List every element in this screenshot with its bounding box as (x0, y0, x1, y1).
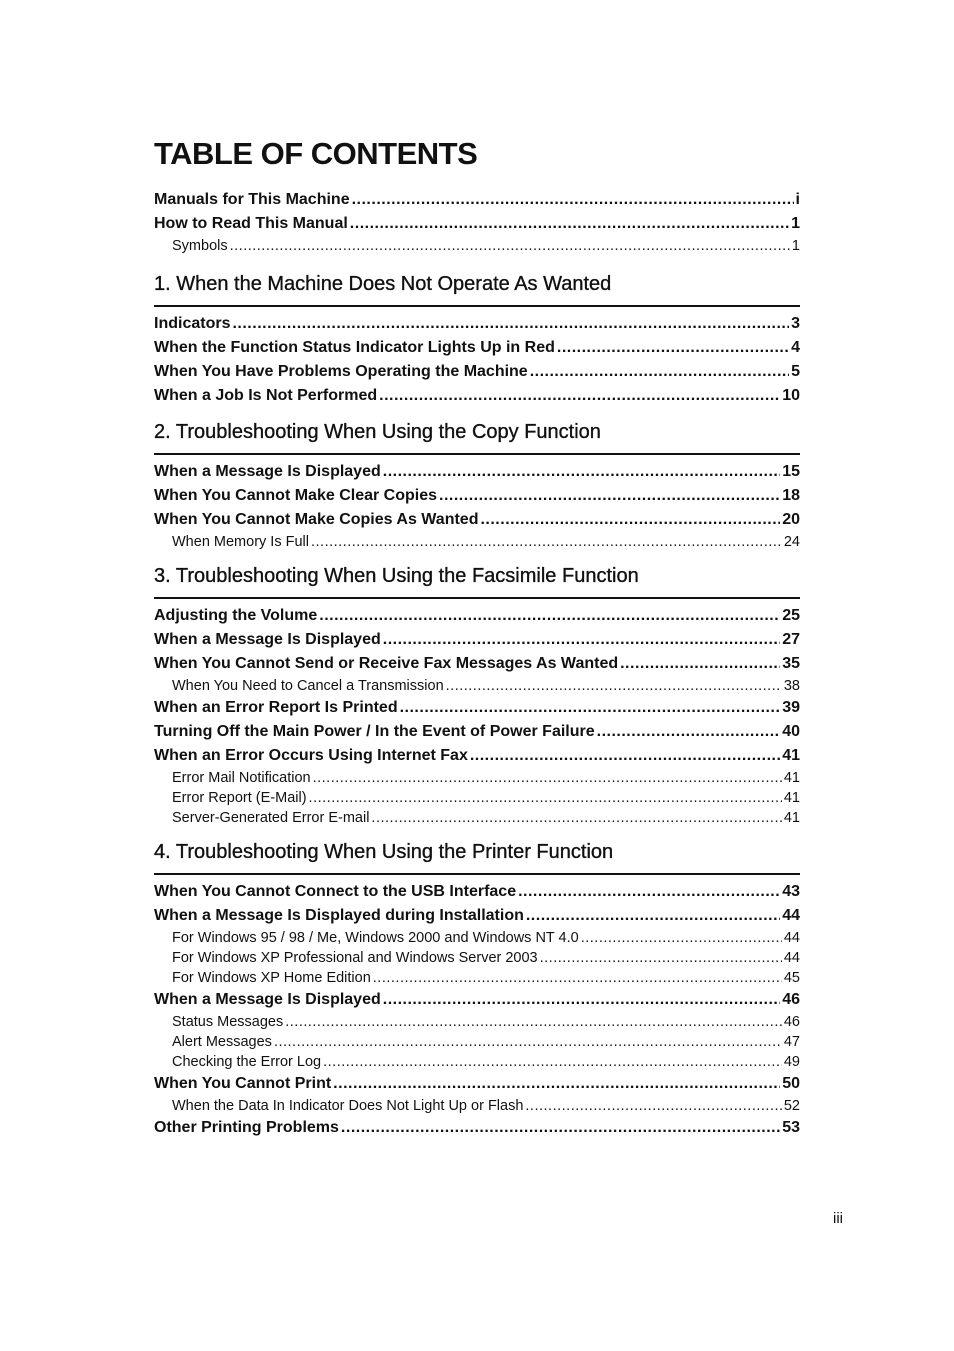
dot-leader (232, 312, 789, 336)
entry-page-number: 1 (791, 215, 800, 232)
chapter-heading: 3. Troubleshooting When Using the Facsimile Function (154, 565, 639, 587)
entry-title: When You Need to Cancel a Transmission (172, 678, 444, 694)
entry-page-number: 41 (783, 770, 800, 786)
entry-page-number: 24 (783, 534, 800, 550)
toc-entry (154, 312, 800, 336)
chapter-3 (154, 562, 800, 828)
entry-page-number: 44 (782, 907, 800, 924)
entry-title: Symbols (172, 238, 228, 254)
chapter-entries (154, 460, 800, 552)
entry-title: When You Cannot Make Clear Copies (154, 487, 438, 504)
dot-leader (620, 652, 780, 676)
page-number: iii (833, 1210, 843, 1227)
entry-title: Turning Off the Main Power / In the Event of Power Failure (154, 723, 595, 740)
dot-leader (439, 484, 780, 508)
chapter-rule (154, 873, 800, 875)
toc-subentry (154, 928, 800, 948)
entry-title: Alert Messages (172, 1034, 272, 1050)
chapter-entries (154, 880, 800, 1140)
entry-title: When the Function Status Indicator Lights Up in Red (154, 339, 555, 356)
chapter-heading: 2. Troubleshooting When Using the Copy Function (154, 421, 601, 443)
chapter-entries (154, 312, 800, 408)
toc-entry (154, 652, 800, 676)
page-title: TABLE OF CONTENTS (154, 136, 478, 171)
entry-title: When Memory Is Full (172, 534, 309, 550)
dot-leader (274, 1032, 782, 1052)
chapter-2 (154, 418, 800, 552)
entry-page-number: 3 (791, 315, 800, 332)
toc-subentry (154, 968, 800, 988)
entry-title: Other Printing Problems (154, 1119, 339, 1136)
toc-subentry (154, 676, 800, 696)
chapter-4 (154, 838, 800, 1140)
entry-page-number: 53 (782, 1119, 800, 1136)
toc-subentry (154, 1032, 800, 1052)
entry-title: Error Mail Notification (172, 770, 311, 786)
toc-entry (154, 508, 800, 532)
entry-page-number: 5 (791, 363, 800, 380)
entry-title: When a Job Is Not Performed (154, 387, 378, 404)
toc-subentry (154, 236, 800, 256)
dot-leader (230, 236, 790, 256)
toc-entry (154, 744, 800, 768)
toc-subentry (154, 1012, 800, 1032)
toc-entry (154, 1116, 800, 1140)
entry-page-number: 40 (782, 723, 800, 740)
toc-entry (154, 484, 800, 508)
dot-leader (333, 1072, 780, 1096)
entry-page-number: i (795, 191, 800, 208)
dot-leader (470, 744, 780, 768)
dot-leader (323, 1052, 782, 1072)
entry-page-number: 44 (783, 950, 800, 966)
toc-entry (154, 904, 800, 928)
chapter-heading: 4. Troubleshooting When Using the Printer Function (154, 841, 614, 863)
entry-title: For Windows XP Home Edition (172, 970, 371, 986)
dot-leader (383, 628, 780, 652)
entry-page-number: 27 (782, 631, 800, 648)
entry-title: When You Have Problems Operating the Machine (154, 363, 528, 380)
dot-leader (309, 788, 782, 808)
dot-leader (285, 1012, 782, 1032)
entry-title: Indicators (154, 315, 231, 332)
entry-title: When a Message Is Displayed (154, 631, 381, 648)
entry-page-number: 44 (783, 930, 800, 946)
entry-page-number: 52 (783, 1098, 800, 1114)
toc-subentry (154, 788, 800, 808)
toc-subentry (154, 1096, 800, 1116)
entry-title: Error Report (E-Mail) (172, 790, 307, 806)
entry-page-number: 41 (783, 790, 800, 806)
entry-title: When a Message Is Displayed during Installation (154, 907, 524, 924)
toc-entry (154, 1072, 800, 1096)
dot-leader (400, 696, 781, 720)
entry-page-number: 39 (782, 699, 800, 716)
toc-subentry (154, 948, 800, 968)
toc-entry (154, 720, 800, 744)
entry-title: For Windows 95 / 98 / Me, Windows 2000 and Windows NT 4.0 (172, 930, 579, 946)
entry-title: When You Cannot Make Copies As Wanted (154, 511, 479, 528)
dot-leader (371, 808, 781, 828)
dot-leader (383, 460, 780, 484)
entry-title: Adjusting the Volume (154, 607, 318, 624)
entry-page-number: 10 (782, 387, 800, 404)
entry-title: Manuals for This Machine (154, 191, 350, 208)
dot-leader (446, 676, 782, 696)
entry-page-number: 50 (782, 1075, 800, 1092)
entry-page-number: 46 (783, 1014, 800, 1030)
dot-leader (526, 904, 780, 928)
toc-entry (154, 604, 800, 628)
entry-title: Status Messages (172, 1014, 284, 1030)
toc-entry (154, 628, 800, 652)
entry-page-number: 41 (782, 747, 800, 764)
dot-leader (350, 212, 789, 236)
toc-entry (154, 460, 800, 484)
dot-leader (313, 768, 782, 788)
toc-subentry (154, 1052, 800, 1072)
toc-entry (154, 384, 800, 408)
entry-page-number: 38 (783, 678, 800, 694)
chapter-rule (154, 305, 800, 307)
entry-title: When You Cannot Print (154, 1075, 332, 1092)
entry-page-number: 25 (782, 607, 800, 624)
toc-subentry (154, 768, 800, 788)
toc-subentry (154, 532, 800, 552)
toc-entry (154, 988, 800, 1012)
dot-leader (480, 508, 780, 532)
entry-title: When a Message Is Displayed (154, 991, 381, 1008)
dot-leader (597, 720, 781, 744)
entry-title: Server-Generated Error E-mail (172, 810, 370, 826)
chapter-rule (154, 453, 800, 455)
entry-title: When the Data In Indicator Does Not Light Up or Flash (172, 1098, 524, 1114)
entry-page-number: 49 (783, 1054, 800, 1070)
entry-page-number: 18 (782, 487, 800, 504)
dot-leader (383, 988, 780, 1012)
entry-page-number: 4 (791, 339, 800, 356)
dot-leader (530, 360, 789, 384)
entry-title: For Windows XP Professional and Windows Server 2003 (172, 950, 538, 966)
toc-front-matter (154, 188, 800, 256)
dot-leader (341, 1116, 780, 1140)
dot-leader (518, 880, 780, 904)
chapter-1 (154, 270, 800, 408)
toc-entry (154, 188, 800, 212)
dot-leader (557, 336, 789, 360)
chapter-rule (154, 597, 800, 599)
dot-leader (352, 188, 794, 212)
toc-entry (154, 336, 800, 360)
toc-entry (154, 212, 800, 236)
entry-title: Checking the Error Log (172, 1054, 322, 1070)
toc-subentry (154, 808, 800, 828)
dot-leader (373, 968, 782, 988)
dot-leader (379, 384, 780, 408)
entry-page-number: 47 (783, 1034, 800, 1050)
entry-page-number: 35 (782, 655, 800, 672)
entry-page-number: 15 (782, 463, 800, 480)
entry-page-number: 41 (783, 810, 800, 826)
entry-title: How to Read This Manual (154, 215, 348, 232)
entry-page-number: 20 (782, 511, 800, 528)
entry-page-number: 1 (791, 238, 800, 254)
entry-page-number: 45 (783, 970, 800, 986)
dot-leader (581, 928, 782, 948)
entry-page-number: 46 (782, 991, 800, 1008)
entry-title: When You Cannot Connect to the USB Interface (154, 883, 517, 900)
dot-leader (311, 532, 782, 552)
entry-title: When a Message Is Displayed (154, 463, 381, 480)
toc-entry (154, 360, 800, 384)
toc-entry (154, 696, 800, 720)
chapter-heading: 1. When the Machine Does Not Operate As Wanted (154, 273, 612, 295)
entry-title: When an Error Occurs Using Internet Fax (154, 747, 468, 764)
dot-leader (525, 1096, 781, 1116)
dot-leader (319, 604, 780, 628)
entry-title: When You Cannot Send or Receive Fax Messages As Wanted (154, 655, 619, 672)
entry-title: When an Error Report Is Printed (154, 699, 398, 716)
entry-page-number: 43 (782, 883, 800, 900)
toc-entry (154, 880, 800, 904)
chapter-entries (154, 604, 800, 828)
dot-leader (540, 948, 782, 968)
